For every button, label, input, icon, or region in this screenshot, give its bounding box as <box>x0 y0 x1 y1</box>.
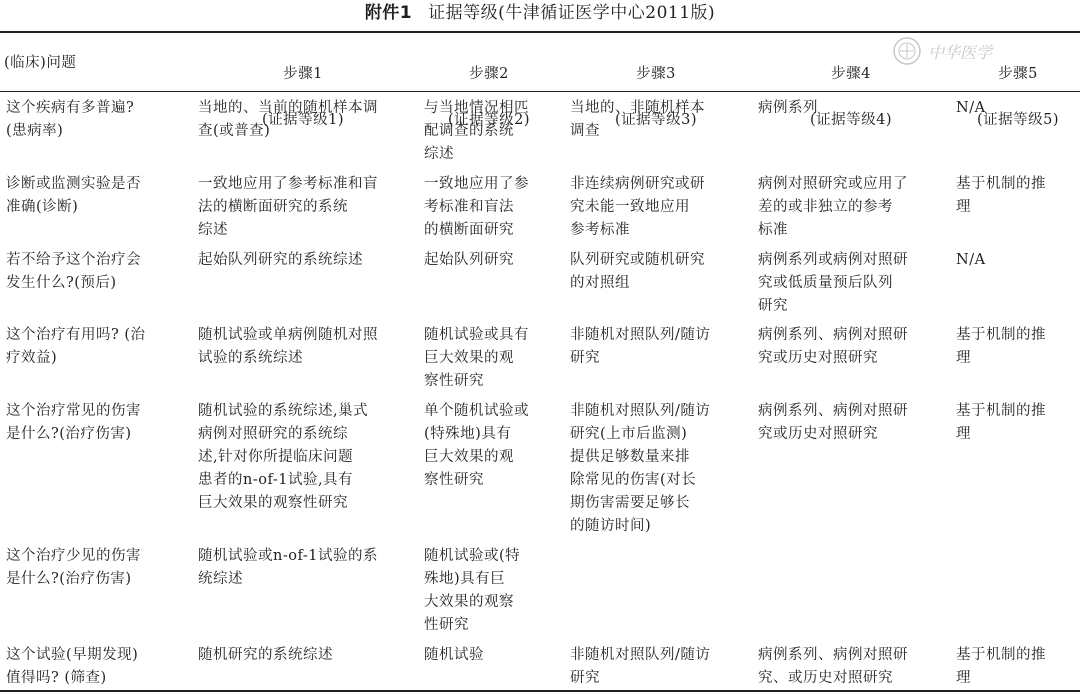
publisher-seal-icon <box>892 36 922 66</box>
row-1-step-4: 病例系列 <box>758 100 818 116</box>
header-step-3-name: 步骤3 <box>636 66 676 82</box>
row-7-step-5: 基于机制的推 理 <box>956 647 1046 686</box>
publisher-watermark <box>892 34 1022 68</box>
row-2-step-3: 非连续病例研究或研 究未能一致地应用 参考标准 <box>570 176 705 238</box>
row-5-step-1: 随机试验的系统综述,巢式 病例对照研究的系统综 述,针对你所提临床问题 患者的n-of-1试验,具有 巨大效果的观察性研究 <box>198 403 369 511</box>
row-3-step-2: 起始队列研究 <box>424 252 514 268</box>
row-3-step-1: 起始队列研究的系统综述 <box>198 252 363 268</box>
header-step-3-level: (证据等级3) <box>614 112 698 128</box>
table-title <box>0 2 1080 24</box>
row-2-step-4: 病例对照研究或应用了 差的或非独立的参考 标准 <box>758 176 908 238</box>
watermark-text: 中华医学 <box>928 42 993 62</box>
row-4-question: 这个治疗有用吗? (治 疗效益) <box>6 327 146 366</box>
row-1-question: 这个疾病有多普遍? (患病率) <box>6 100 135 139</box>
header-step-1-name: 步骤1 <box>283 66 323 82</box>
header-step-5-name: 步骤5 <box>998 66 1038 82</box>
row-1-step-3: 当地的、非随机样本 调查 <box>570 100 705 139</box>
row-3-step-5: N/A <box>956 252 986 268</box>
row-7-step-4: 病例系列、病例对照研 究、或历史对照研究 <box>758 647 908 686</box>
row-7-step-3: 非随机对照队列/随访 研究 <box>570 647 711 686</box>
row-6-step-1: 随机试验或n-of-1试验的系 统综述 <box>198 548 378 587</box>
row-6-question: 这个治疗少见的伤害 是什么?(治疗伤害) <box>6 548 141 587</box>
row-5-question: 这个治疗常见的伤害 是什么?(治疗伤害) <box>6 403 141 442</box>
bottom-rule <box>0 690 1080 692</box>
row-3-question: 若不给予这个治疗会 发生什么?(预后) <box>6 252 141 291</box>
row-1-step-5: N/A <box>956 100 986 116</box>
header-step-4-level: (证据等级4) <box>809 112 893 128</box>
row-2-step-2: 一致地应用了参 考标准和盲法 的横断面研究 <box>424 176 529 238</box>
table-title-label: 附件1 <box>364 3 413 23</box>
header-step-5-level: (证据等级5) <box>976 112 1060 128</box>
row-2-step-1: 一致地应用了参考标准和盲 法的横断面研究的系统 综述 <box>198 176 378 238</box>
row-1-step-1: 当地的、当前的随机样本调 查(或普查) <box>198 100 378 139</box>
header-step-2-level: (证据等级2) <box>447 112 531 128</box>
table-title-text: 证据等级(牛津循证医学中心2011版) <box>428 3 716 23</box>
row-2-question: 诊断或监测实验是否 准确(诊断) <box>6 176 141 215</box>
row-1-step-2: 与当地情况相匹 配调查的系统 综述 <box>424 100 529 162</box>
header-step-1-level: (证据等级1) <box>261 112 345 128</box>
row-5-step-4: 病例系列、病例对照研 究或历史对照研究 <box>758 403 908 442</box>
top-rule <box>0 31 1080 33</box>
header-rule <box>0 91 1080 92</box>
row-3-step-4: 病例系列或病例对照研 究或低质量预后队列 研究 <box>758 252 908 314</box>
row-4-step-3: 非随机对照队列/随访 研究 <box>570 327 711 366</box>
row-6-step-2: 随机试验或(特 殊地)具有巨 大效果的观察 性研究 <box>424 548 521 633</box>
header-step-4-name: 步骤4 <box>831 66 871 82</box>
row-2-step-5: 基于机制的推 理 <box>956 176 1046 215</box>
row-5-step-5: 基于机制的推 理 <box>956 403 1046 442</box>
row-4-step-2: 随机试验或具有 巨大效果的观 察性研究 <box>424 327 529 389</box>
row-7-step-1: 随机研究的系统综述 <box>198 647 333 663</box>
row-5-step-2: 单个随机试验或 (特殊地)具有 巨大效果的观 察性研究 <box>424 403 529 488</box>
row-3-step-3: 队列研究或随机研究 的对照组 <box>570 252 705 291</box>
row-4-step-5: 基于机制的推 理 <box>956 327 1046 366</box>
row-7-question: 这个试验(早期发现) 值得吗? (筛查) <box>6 647 139 686</box>
row-4-step-1: 随机试验或单病例随机对照 试验的系统综述 <box>198 327 378 366</box>
row-7-step-2: 随机试验 <box>424 647 484 663</box>
row-5-step-3: 非随机对照队列/随访 研究(上市后监测) 提供足够数量来排 除常见的伤害(对长 期伤害需要足够长 的随访时间) <box>570 403 711 534</box>
row-4-step-4: 病例系列、病例对照研 究或历史对照研究 <box>758 327 908 366</box>
header-step-2-name: 步骤2 <box>469 66 509 82</box>
header-question: (临床)问题 <box>4 55 77 71</box>
